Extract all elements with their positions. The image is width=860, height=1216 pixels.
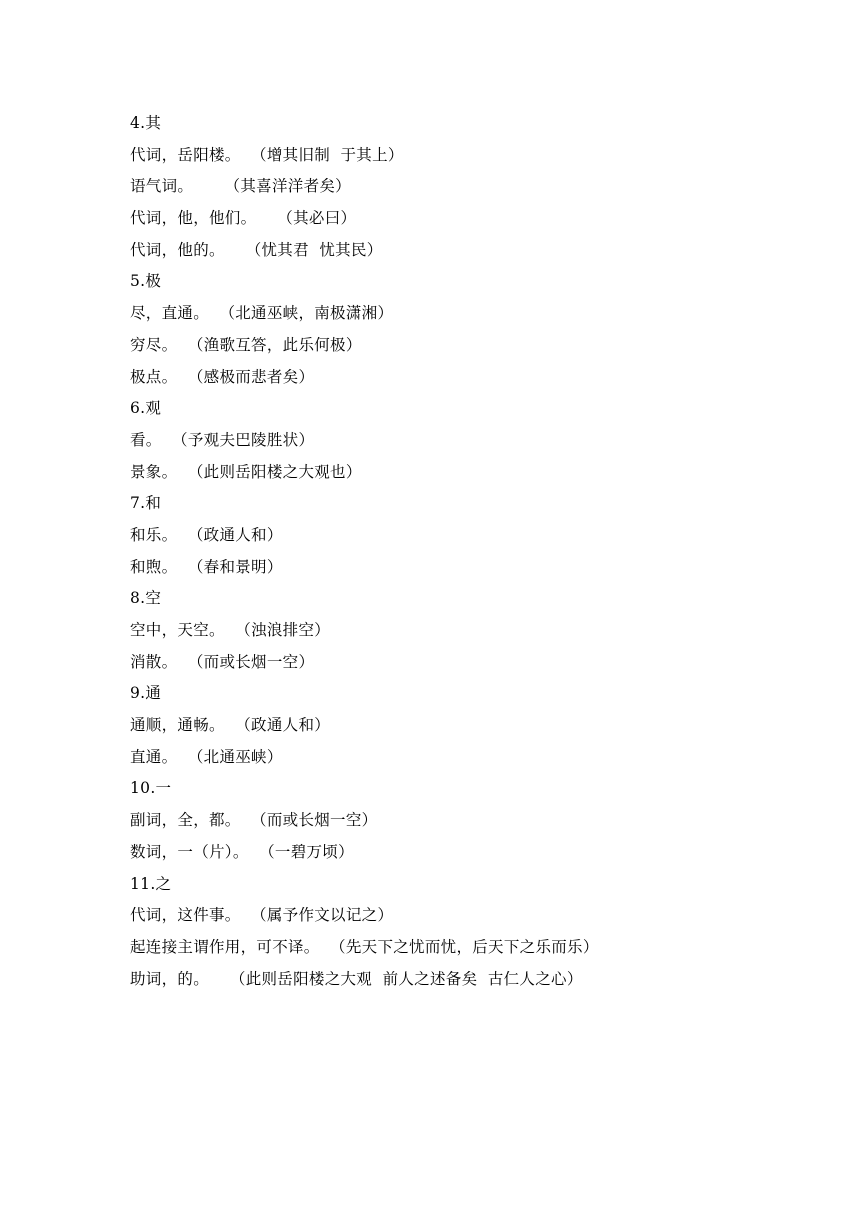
definition-line: 景象。 （此则岳阳楼之大观也） [130,462,362,481]
heading-ji: 5.极 [130,272,162,291]
definition-line: 和煦。 （春和景明） [130,557,283,576]
definition-line: 消散。 （而或长烟一空） [130,652,315,671]
document-body [130,108,770,995]
heading-yi: 10.一 [130,779,172,798]
definition-line: 代词，他，他们。 （其必曰） [130,209,357,228]
definition-line: 和乐。 （政通人和） [130,525,283,544]
definition-line: 数词，一（片）。 （一碧万顷） [130,842,354,861]
heading-qi: 4.其 [130,114,162,132]
heading-guan: 6.观 [130,399,162,418]
heading-he: 7.和 [130,494,162,513]
heading-zhi: 11.之 [130,874,172,893]
definition-line: 通顺，通畅。 （政通人和） [130,716,331,735]
definition-line: 尽，直通。 （北通巫峡，南极潇湘） [130,304,394,323]
definition-line: 空中，天空。 （浊浪排空） [130,621,331,639]
definition-line: 副词，全，都。 （而或长烟一空） [130,811,378,830]
definition-line: 穷尽。 （渔歌互答，此乐何极） [130,335,362,354]
definition-line: 直通。 （北通巫峡） [130,747,283,766]
definition-line: 代词，他的。 （忧其君 忧其民） [130,240,383,259]
definition-line: 代词，岳阳楼。 （增其旧制 于其上） [130,145,404,164]
heading-tong: 9.通 [130,684,162,703]
definition-line: 代词，这件事。 （属予作文以记之） [130,906,394,925]
definition-line: 起连接主谓作用，可不译。 （先天下之忧而忧，后天下之乐而乐） [130,937,599,956]
definition-line: 极点。 （感极而悲者矣） [130,367,315,386]
definition-line: 语气词。 （其喜洋洋者矣） [130,177,351,196]
definition-line: 看。 （予观夫巴陵胜状） [130,430,315,449]
definition-line: 助词，的。 （此则岳阳楼之大观 前人之述备矣 古仁人之心） [130,969,583,988]
heading-kong: 8.空 [130,589,162,608]
